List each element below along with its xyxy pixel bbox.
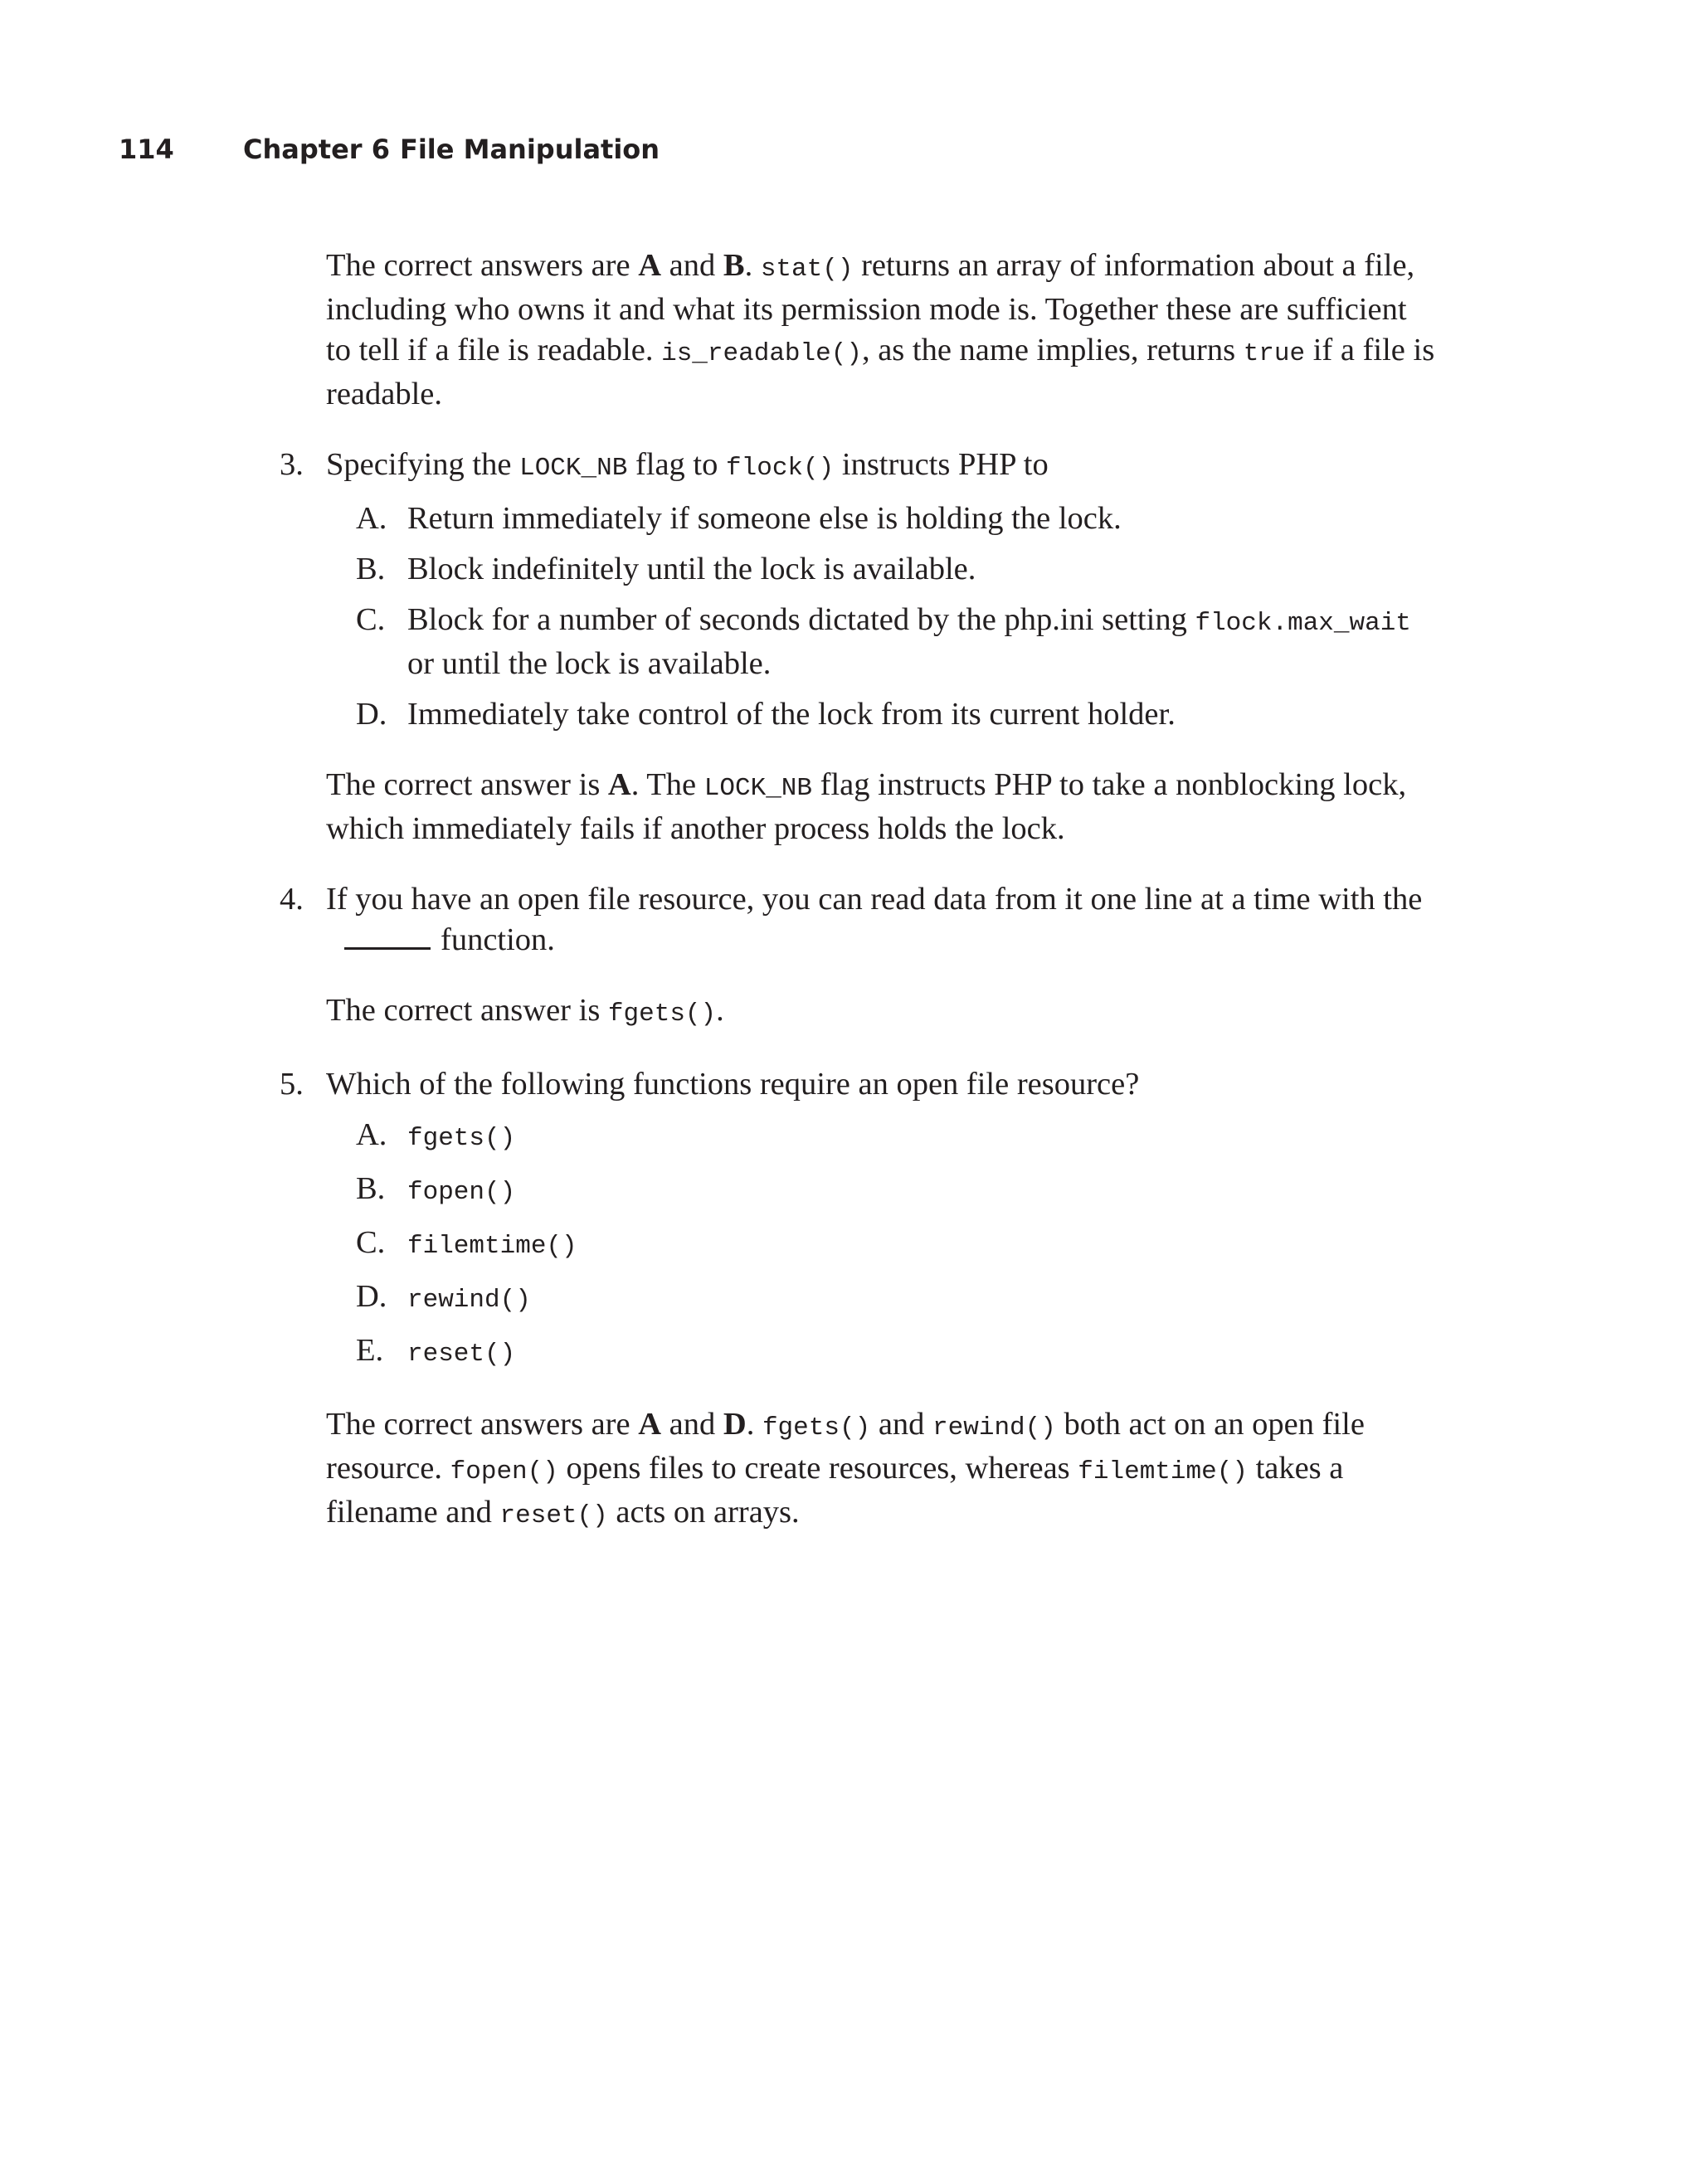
option-text: or until the lock is available. — [407, 646, 772, 681]
option-code: fgets() — [407, 1124, 516, 1153]
option-b — [326, 1169, 1438, 1213]
answer-q3 — [326, 765, 1438, 849]
option-code: filemtime() — [407, 1232, 577, 1261]
code-true: true — [1243, 339, 1306, 368]
option-d — [326, 1277, 1438, 1321]
answer-text: returns an array of information about a file, including who owns it and what its permission mode is. Together these are sufficient to tell if a file is readable. — [326, 248, 1415, 367]
code-rewind: rewind() — [932, 1413, 1056, 1442]
chapter-number: Chapter 6 — [243, 134, 390, 165]
code-fgets: fgets() — [607, 1000, 717, 1029]
question-5 — [280, 1064, 1438, 1105]
answer-text: . The — [630, 767, 704, 802]
option-d — [326, 694, 1438, 735]
code-flock: flock() — [726, 454, 835, 483]
option-text: Immediately take control of the lock from its current holder. — [407, 697, 1176, 732]
option-code: reset() — [407, 1340, 516, 1369]
answer-q5 — [326, 1404, 1438, 1536]
answer-text: , as the name implies, returns — [861, 333, 1244, 367]
code-fgets: fgets() — [762, 1413, 871, 1442]
answer-text: . — [744, 248, 761, 283]
code-is-readable: is_readable() — [661, 339, 862, 368]
answer-text: and — [661, 1407, 723, 1442]
option-letter: E. — [356, 1333, 384, 1368]
answer-letter: A — [638, 248, 662, 283]
option-letter: D. — [356, 1279, 387, 1314]
question-number: 5. — [280, 1067, 304, 1102]
answer-text: acts on arrays. — [607, 1495, 800, 1530]
question-text: Specifying the — [326, 447, 520, 482]
fill-in-blank — [344, 939, 431, 950]
question-text: flag to — [627, 447, 727, 482]
option-letter: B. — [356, 1171, 386, 1206]
question-text: Which of the following functions require an open file resource? — [326, 1067, 1140, 1102]
option-text: Return immediately if someone else is holding the lock. — [407, 501, 1122, 536]
option-text: Block for a number of seconds dictated by the php.ini setting — [407, 602, 1195, 637]
answer-text: and — [870, 1407, 933, 1442]
option-a — [326, 499, 1438, 539]
option-e — [326, 1330, 1438, 1374]
option-code: fopen() — [407, 1178, 516, 1207]
page-content — [280, 246, 1438, 1566]
option-text: Block indefinitely until the lock is available. — [407, 552, 976, 586]
option-c — [326, 600, 1438, 684]
answer-letter: A — [638, 1407, 662, 1442]
question-text: function. — [441, 922, 555, 957]
answer-text: takes a filename and — [326, 1451, 1344, 1530]
code-lock-nb: LOCK_NB — [519, 454, 628, 483]
code-stat: stat() — [760, 255, 854, 284]
question-text: instructs PHP to — [834, 447, 1049, 482]
answer-q4 — [326, 990, 1438, 1034]
question-3 — [280, 445, 1438, 489]
option-letter: B. — [356, 552, 386, 586]
answer-text: opens files to create resources, whereas — [557, 1451, 1078, 1486]
chapter-title: File Manipulation — [399, 134, 660, 165]
answer-text: The correct answers are — [326, 1407, 639, 1442]
option-letter: C. — [356, 1225, 386, 1260]
code-reset: reset() — [499, 1501, 608, 1530]
q5-options — [326, 1115, 1438, 1374]
q3-options — [326, 499, 1438, 735]
option-code: rewind() — [407, 1286, 531, 1315]
answer-letter: A — [607, 767, 631, 802]
option-letter: C. — [356, 602, 386, 637]
code-filemtime: filemtime() — [1078, 1457, 1248, 1486]
answer-text: . — [716, 993, 724, 1028]
page-number: 114 — [119, 134, 174, 165]
answer-text: if a file is readable. — [326, 333, 1435, 411]
option-letter: D. — [356, 697, 387, 732]
option-letter: A. — [356, 1117, 387, 1152]
answer-text: and — [661, 248, 723, 283]
option-c — [326, 1223, 1438, 1267]
option-a — [326, 1115, 1438, 1159]
answer-text: . — [746, 1407, 762, 1442]
running-head — [119, 133, 660, 166]
question-number: 4. — [280, 882, 304, 917]
chapter-heading — [243, 134, 660, 165]
answer-letter: D — [723, 1407, 747, 1442]
question-4 — [280, 879, 1438, 961]
answer-text: flag instructs PHP to take a nonblocking lock, which immediately fails if another process holds the lock. — [326, 767, 1407, 846]
answer-letter: B — [723, 248, 745, 283]
code-fopen: fopen() — [450, 1457, 558, 1486]
question-text: If you have an open file resource, you can read data from it one line at a time with the — [326, 882, 1423, 917]
answer-text: The correct answers are — [326, 248, 639, 283]
answer-text: The correct answer is — [326, 767, 608, 802]
question-number: 3. — [280, 447, 304, 482]
answer-q2 — [326, 246, 1438, 415]
code-lock-nb: LOCK_NB — [703, 774, 813, 803]
code-flock-max-wait: flock.max_wait — [1195, 609, 1411, 638]
option-letter: A. — [356, 501, 387, 536]
answer-text: both act on an open file resource. — [326, 1407, 1365, 1486]
answer-text: The correct answer is — [326, 993, 608, 1028]
option-b — [326, 549, 1438, 590]
